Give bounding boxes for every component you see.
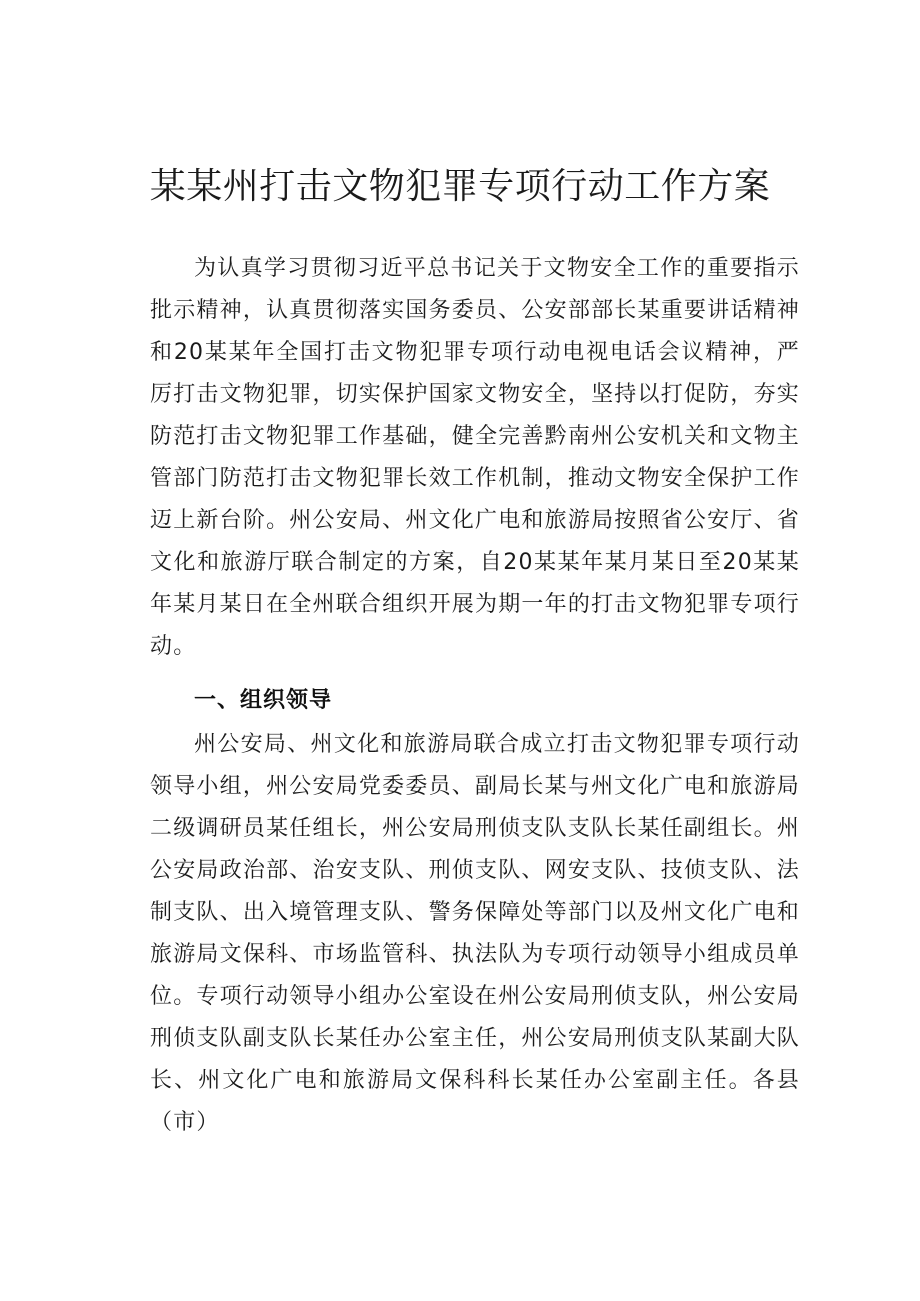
intro-paragraph: 为认真学习贯彻习近平总书记关于文物安全工作的重要指示批示精神，认真贯彻落实国务委员、公安部部长某重要讲话精神和20某某年全国打击文物犯罪专项行动电视电话会议精神，严厉打击文物犯罪，切实保护国家文物安全，坚持以打促防，夯实防范打击文物犯罪工作基础，健全完善黔南州公安机关和文物主管部门防范打击文物犯罪长效工作机制，推动文物安全保护工作迈上新台阶。州公安局、州文化广电和旅游局按照省公安厅、省文化和旅游厅联合制定的方案，自20某某年某月某日至20某某年某月某日在全州联合组织开展为期一年的打击文物犯罪专项行动。 xyxy=(150,256,800,659)
document-title: 某某州打击文物犯罪专项行动工作方案 xyxy=(149,166,771,207)
section-heading-organization: 一、组织领导 xyxy=(194,688,333,713)
organization-paragraph: 州公安局、州文化和旅游局联合成立打击文物犯罪专项行动领导小组，州公安局党委委员、副局长某与州文化广电和旅游局二级调研员某任组长，州公安局刑侦支队支队长某任副组长。州公安局政治部、治安支队、刑侦支队、网安支队、技侦支队、法制支队、出入境管理支队、警务保障处等部门以及州文化广电和旅游局文保科、市场监管科、执法队为专项行动领导小组成员单位。专项行动领导小组办公室设在州公安局刑侦支队，州公安局刑侦支队副支队长某任办公室主任，州公安局刑侦支队某副大队长、州文化广电和旅游局文保科科长某任办公室副主任。各县（市） xyxy=(150,732,800,1135)
